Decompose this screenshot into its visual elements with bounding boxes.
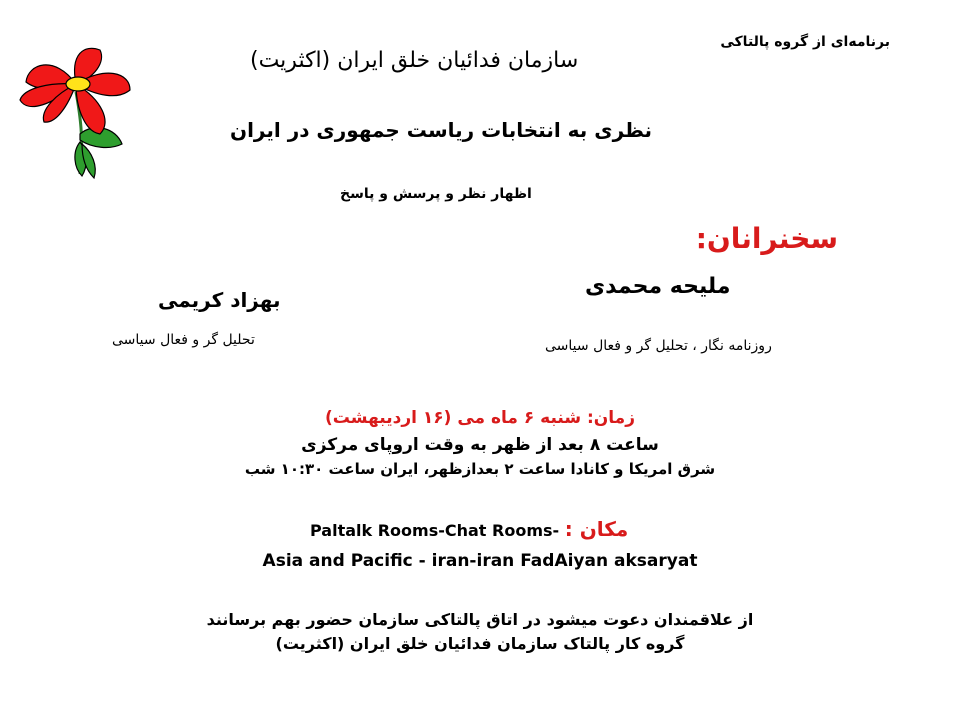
speaker-1-name: ملیحه محمدی xyxy=(585,274,731,299)
place-label: مکان : xyxy=(564,517,629,541)
speakers-heading: سخنرانان: xyxy=(695,222,838,255)
speaker-2-name: بهزاد کریمی xyxy=(158,288,281,312)
red-flower-icon xyxy=(14,44,134,180)
place-rooms: Paltalk Rooms-Chat Rooms- xyxy=(310,521,560,540)
place-room-name: Asia and Pacific - iran-iran FadAiyan aksaryat xyxy=(262,551,698,571)
event-date: زمان: شنبه ۶ ماه می (۱۶ اردیبهشت) xyxy=(325,408,635,428)
speaker-2-role: تحلیل گر و فعال سیاسی xyxy=(112,332,255,348)
event-subtitle: اظهار نظر و پرسش و پاسخ xyxy=(340,186,532,202)
place-row xyxy=(310,517,628,541)
speaker-1-role: روزنامه نگار ، تحلیل گر و فعال سیاسی xyxy=(545,338,772,354)
program-note: برنامه‌ای از گروه پالتاکی xyxy=(720,34,890,50)
invitation-text: از علاقمندان دعوت میشود در اتاق پالتاکی سازمان حضور بهم برسانند xyxy=(206,610,754,629)
organizer-signature: گروه کار پالتاک سازمان فدائیان خلق ایران (اکثریت) xyxy=(275,634,685,653)
event-time-other-zones: شرق امریکا و کانادا ساعت ۲ بعدازظهر، ایران ساعت ۱۰:۳۰ شب xyxy=(244,460,716,478)
event-time-europe: ساعت ۸ بعد از ظهر به وقت اروپای مرکزی xyxy=(301,435,659,455)
organization-title: سازمان فدائیان خلق ایران (اکثریت) xyxy=(250,48,579,73)
event-title: نظری به انتخابات ریاست جمهوری در ایران xyxy=(230,118,653,142)
